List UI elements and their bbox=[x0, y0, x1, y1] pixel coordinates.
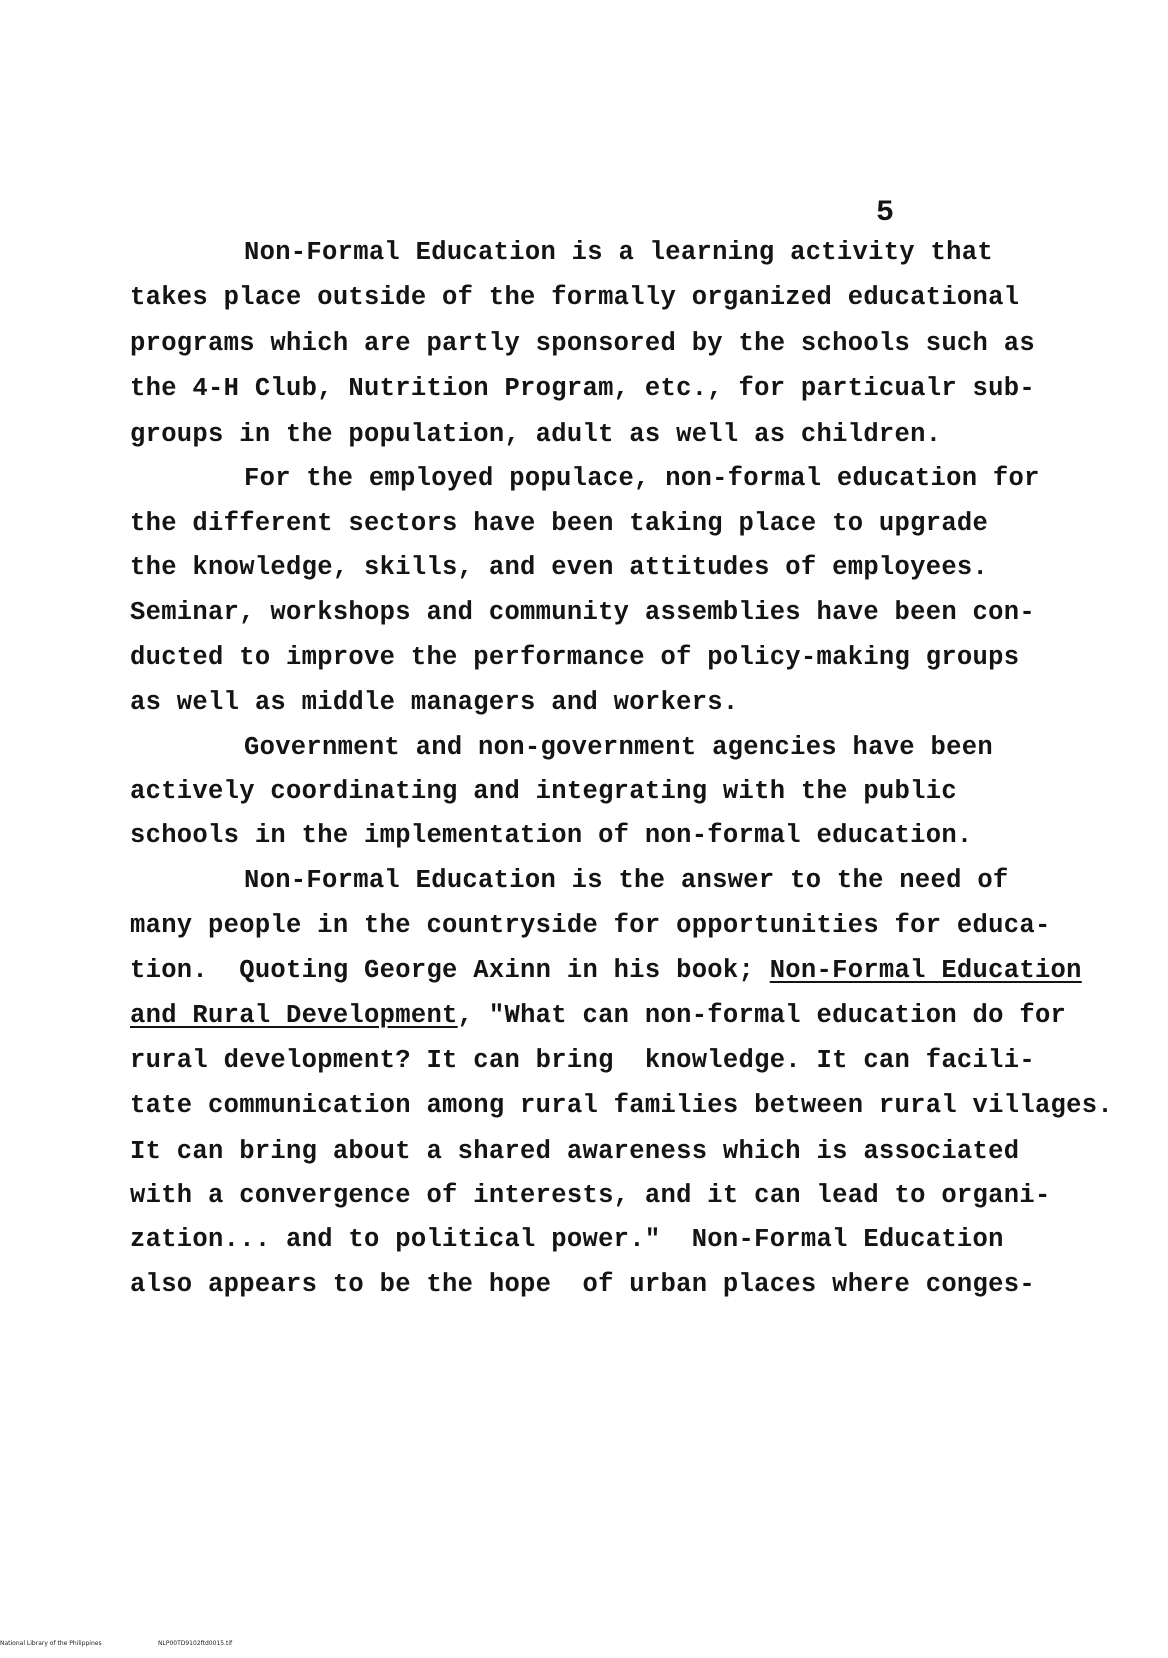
page-number: 5 bbox=[876, 196, 895, 230]
text-line: Non-Formal Education is the answer to the need of bbox=[244, 866, 1009, 895]
text-line: with a convergence of interests, and it can lead to organi- bbox=[130, 1181, 1051, 1210]
text-line: Government and non-government agencies have been bbox=[244, 733, 993, 762]
text-line: as well as middle managers and workers. bbox=[130, 688, 739, 717]
text-line: groups in the population, adult as well as children. bbox=[130, 420, 942, 449]
text-line: also appears to be the hope of urban places where conges- bbox=[130, 1270, 1035, 1299]
text-line: the different sectors have been taking place to upgrade bbox=[130, 509, 989, 538]
text-line: the knowledge, skills, and even attitudes of employees. bbox=[130, 553, 989, 582]
text-line bbox=[130, 1001, 1066, 1030]
text-line: programs which are partly sponsored by the schools such as bbox=[130, 329, 1035, 358]
text-line: rural development? It can bring knowledge. It can facili- bbox=[130, 1046, 1035, 1075]
text-line: It can bring about a shared awareness which is associated bbox=[130, 1137, 1020, 1166]
text-line: the 4-H Club, Nutrition Program, etc., for particualr sub- bbox=[130, 374, 1035, 403]
text-line: zation... and to political power." Non-Formal Education bbox=[130, 1225, 1004, 1254]
footer-filename: NLP00TD9102ftd0015.tif bbox=[158, 1640, 233, 1647]
text-segment: , "What can non-formal education do for bbox=[457, 1001, 1067, 1030]
text-line: ducted to improve the performance of policy-making groups bbox=[130, 643, 1020, 672]
book-title-underlined: Non-Formal Education bbox=[769, 956, 1082, 985]
book-title-underlined: and Rural Development bbox=[130, 1001, 458, 1030]
text-segment: tion. Quoting George Axinn in his book; bbox=[130, 956, 770, 985]
text-line: takes place outside of the formally organized educational bbox=[130, 283, 1020, 312]
text-line: tate communication among rural families between rural villages. bbox=[130, 1091, 1113, 1120]
text-line: Seminar, workshops and community assemblies have been con- bbox=[130, 598, 1035, 627]
text-line: many people in the countryside for opportunities for educa- bbox=[130, 911, 1051, 940]
text-line: For the employed populace, non-formal education for bbox=[244, 464, 1040, 493]
text-line: schools in the implementation of non-formal education. bbox=[130, 821, 973, 850]
text-line: Non-Formal Education is a learning activity that bbox=[244, 238, 993, 267]
text-line bbox=[130, 956, 1082, 985]
footer-library: National Library of the Philippines bbox=[0, 1640, 102, 1647]
text-line: actively coordinating and integrating with the public bbox=[130, 777, 957, 806]
